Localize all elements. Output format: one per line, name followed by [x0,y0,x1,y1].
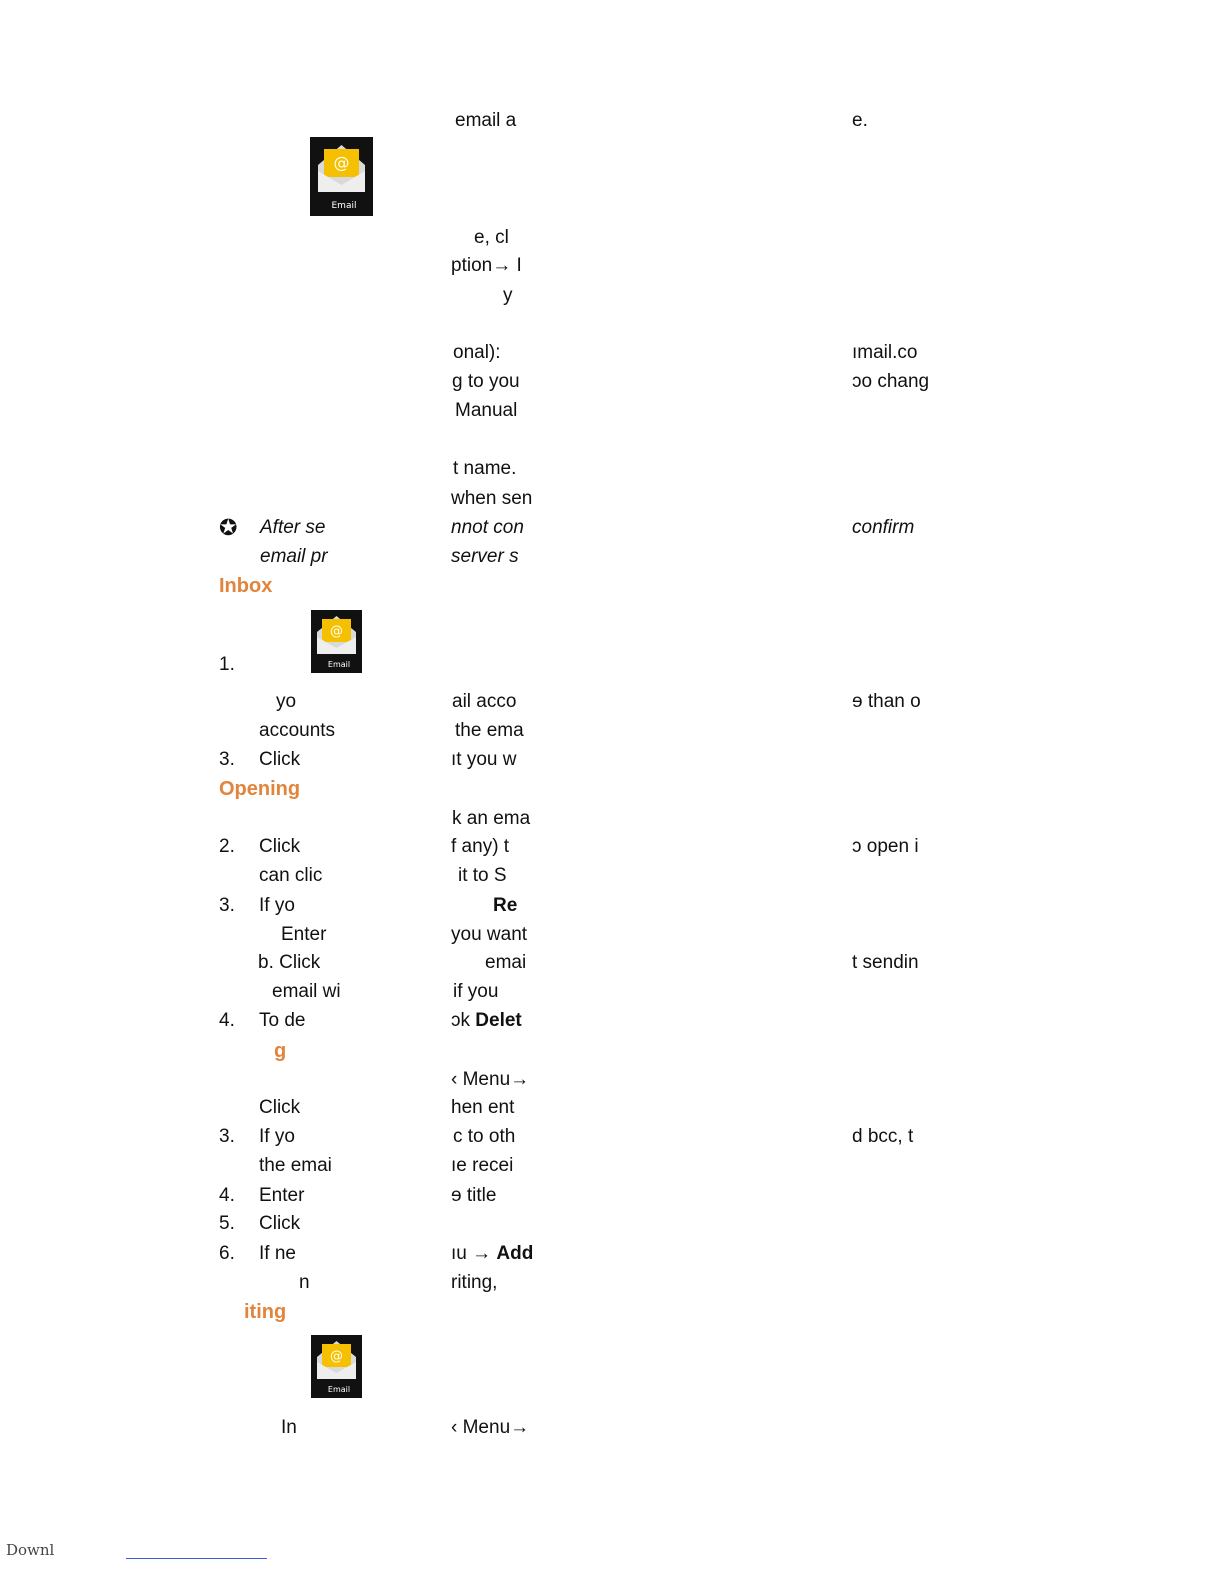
text-fragment: ıu → Add [451,1243,534,1264]
note-text: After se [260,517,326,538]
text-fragment: t sendin [852,952,919,973]
text-fragment: you want [451,924,528,945]
text-fragment: ption→ I [451,255,522,276]
text-fragment: ɔk Delet [451,1010,522,1031]
text-fragment: onal): [453,342,501,363]
email-app-icon [310,137,373,216]
text-fragment: ıt you w [451,749,517,770]
text-fragment: If ne [259,1243,296,1264]
text-fragment: c to oth [453,1126,516,1147]
section-heading-fragment: iting [244,1301,287,1323]
text-fragment: ‹ Menu→ [451,1417,530,1438]
text-fragment: b. Click [258,952,321,973]
text-fragment: accounts [259,720,336,741]
text-fragment: hen ent [451,1097,515,1118]
text-fragment: n [299,1272,310,1293]
svg-text:Email: Email [331,201,357,211]
text-fragment: can clic [259,865,323,886]
text-fragment: Enter [259,1185,305,1206]
email-app-icon [311,1335,362,1398]
text-fragment: email a [455,110,517,131]
section-heading-fragment: g [274,1040,287,1062]
note-text: email pr [260,546,328,567]
star-icon: ✪ [219,515,238,540]
text-fragment: ıe recei [451,1155,514,1176]
note-text: nnot con [451,517,524,538]
section-heading-inbox: Inbox [219,575,273,597]
list-number: 1. [219,654,235,675]
svg-text:Email: Email [327,660,351,669]
note-text: confirm [852,517,915,538]
text-fragment: ɔ open i [852,836,919,857]
list-number: 4. [219,1185,235,1206]
text-fragment: Click [259,1213,301,1234]
text-fragment: g to you [452,371,520,392]
text-fragment: emai [485,952,527,973]
text-fragment: if you [453,981,499,1002]
text-fragment: Click [259,1097,301,1118]
text-fragment: y [503,285,513,306]
svg-text:@: @ [330,624,343,639]
list-number: 3. [219,895,235,916]
footer-link-underline[interactable] [126,1558,267,1559]
text-fragment: In [281,1417,297,1438]
text-fragment: If yo [259,1126,295,1147]
text-fragment: the ema [455,720,524,741]
list-number: 4. [219,1010,235,1031]
svg-text:Email: Email [327,1385,351,1394]
list-number: 2. [219,836,235,857]
text-fragment: when sen [451,488,533,509]
list-number: 3. [219,749,235,770]
text-fragment: e. [852,110,868,131]
text-fragment: Re [493,895,518,916]
text-fragment: To de [259,1010,306,1031]
footer-text: Downl [6,1541,55,1559]
text-fragment: ımail.co [852,342,918,363]
text-fragment: d bcc, t [852,1126,914,1147]
text-fragment: ail acco [452,691,517,712]
text-fragment: ɔo chang [852,371,930,392]
text-fragment: Click [259,749,301,770]
svg-text:@: @ [333,153,350,172]
text-fragment: email wi [272,981,341,1002]
email-app-icon [311,610,362,673]
section-heading-opening: Opening [219,778,301,800]
text-fragment: ɘ title [451,1185,497,1206]
text-fragment: it to S [458,865,507,886]
text-fragment: e, cl [474,227,509,248]
text-fragment: Manual [455,400,518,421]
list-number: 6. [219,1243,235,1264]
text-fragment: ‹ Menu→ [451,1069,530,1090]
text-fragment: Enter [281,924,327,945]
text-fragment: k an ema [452,808,531,829]
text-fragment: t name. [453,458,517,479]
list-number: 5. [219,1213,235,1234]
text-fragment: yo [276,691,297,712]
svg-text:@: @ [330,1349,343,1364]
list-number: 3. [219,1126,235,1147]
text-fragment: Click [259,836,301,857]
text-fragment: ɘ than o [852,691,921,712]
text-fragment: riting, [451,1272,498,1293]
text-fragment: f any) t [451,836,510,857]
text-fragment: the emai [259,1155,332,1176]
note-text: server s [451,546,519,567]
text-fragment: If yo [259,895,295,916]
